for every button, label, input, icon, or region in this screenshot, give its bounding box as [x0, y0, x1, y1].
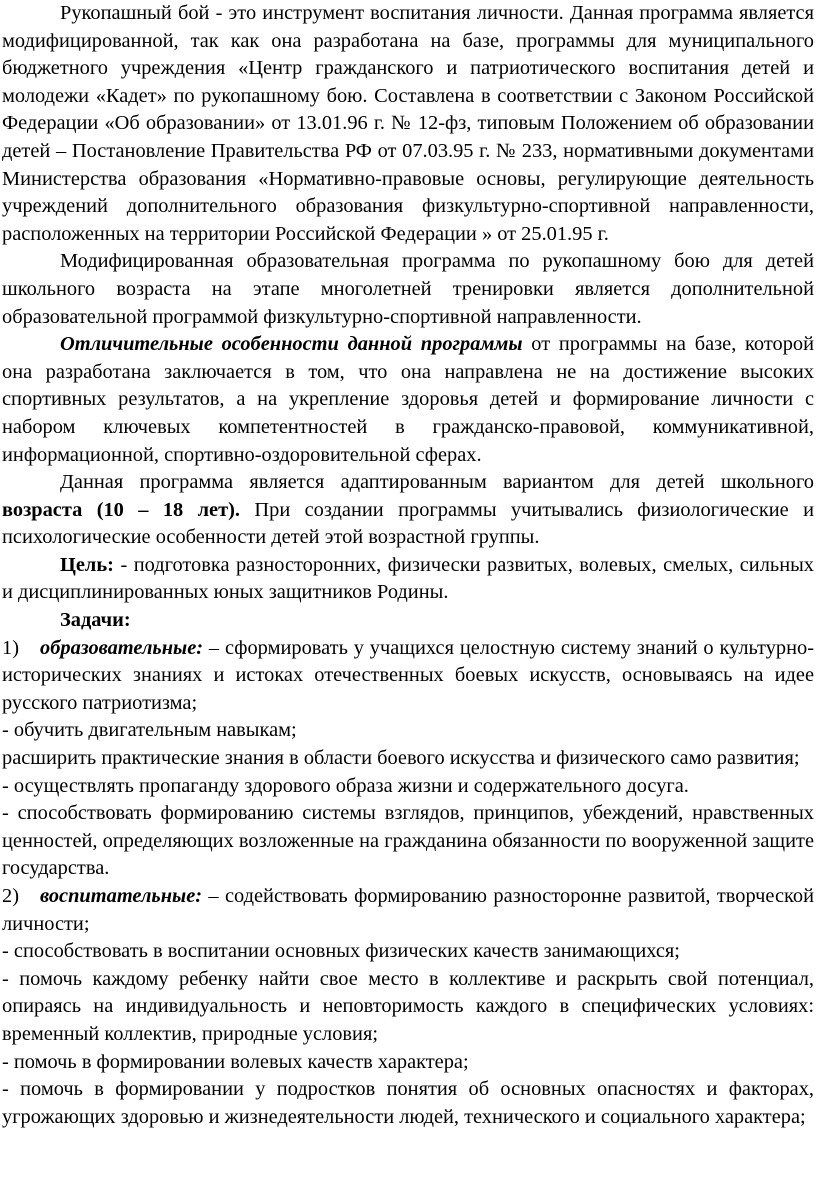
paragraph-age-group: [2, 469, 814, 552]
age-group-text-start: Данная программа является адаптированным вариантом для детей школьного: [60, 471, 814, 494]
list-item: - помочь в формировании волевых качеств характера;: [2, 1050, 469, 1073]
task-upbringing-label: воспитательные:: [40, 885, 203, 907]
list-item: расширить практические знания в области боевого искусства и физического само развития;: [2, 747, 800, 770]
distinctive-features-text: от программы на базе, которой она разработана заключается в том, что она направлена не на достижение высоких спортивных результатов, а на укрепление здоровья детей и формирование личности с набором ключевых компетентностей в гражданско-правовой, коммуникативной, информационной, спортивно-оздоровительной сферах.: [2, 333, 814, 466]
paragraph-distinctive-features: [2, 331, 814, 469]
task-educational-number: 1): [2, 636, 19, 659]
list-item: - осуществлять пропаганду здорового образа жизни и содержательного досуга.: [2, 774, 689, 797]
task-educational-label: образовательные:: [40, 636, 204, 659]
task-educational: [2, 635, 814, 718]
task-upbringing-number: 2): [2, 885, 19, 907]
task-educational-text: – сформировать у учащихся целостную систему знаний о культурно-исторических знаниях и истоках отечественных боевых искусств, основываясь на идее русского патриотизма;: [2, 636, 814, 714]
paragraph-program-description: Модифицированная образовательная программа по рукопашному бою для детей школьного возраста на этапе многолетней тренировки является дополнительной образовательной программой физкультурно-спортивной направленности.: [2, 250, 814, 328]
list-item: - помочь каждому ребенку найти свое место в коллективе и раскрыть свой потенциал, опираясь на индивидуальность и неповторимость каждого в специфических условиях: временный коллектив, природные условия;: [2, 967, 814, 1045]
paragraph-goal: [2, 552, 814, 607]
list-item: - обучить двигательным навыкам;: [2, 719, 297, 742]
tasks-heading: Задачи:: [60, 609, 131, 632]
list-item: - способствовать формированию системы взглядов, принципов, убеждений, нравственных ценностей, определяющих возложенные на гражданина обязанности по вооруженной защите государства.: [2, 802, 814, 880]
task-upbringing: [2, 883, 814, 938]
age-group-range: возраста (10 – 18 лет).: [2, 498, 241, 521]
list-item: - помочь в формировании у подростков понятия об основных опасностях и факторах, угрожающих здоровью и жизнедеятельности людей, технического и социального характера;: [2, 1078, 814, 1128]
goal-text: - подготовка разносторонних, физически развитых, волевых, смелых, сильных и дисциплинированных юных защитников Родины.: [2, 553, 814, 604]
task-upbringing-text: – содействовать формированию разносторонне развитой, творческой личности;: [2, 885, 814, 935]
goal-label: Цель:: [60, 553, 114, 576]
paragraph-intro: Рукопашный бой - это инструмент воспитания личности. Данная программа является модифицированной, так как она разработана на базе, программы для муниципального бюджетного учреждения «Центр гражданского и патриотического воспитания детей и молодежи «Кадет» по рукопашному бою. Составлена в соответствии с Законом Российской Федерации «Об образовании» от 13.01.96 г. № 12-фз, типовым Положением об образовании детей – Постановление Правительства РФ от 07.03.95 г. № 233, нормативными документами Министерства образования «Нормативно-правовые основы, регулирующие деятельность учреждений дополнительного образования физкультурно-спортивной направленности, расположенных на территории Российской Федерации » от 25.01.95 г.: [2, 2, 814, 245]
age-group-text-rest: При создании программы учитывались физиологические и психологические особенности детей этой возрастной группы.: [2, 498, 814, 549]
list-item: - способствовать в воспитании основных физических качеств занимающихся;: [2, 940, 680, 963]
distinctive-features-label: Отличительные особенности данной программы: [60, 333, 523, 356]
